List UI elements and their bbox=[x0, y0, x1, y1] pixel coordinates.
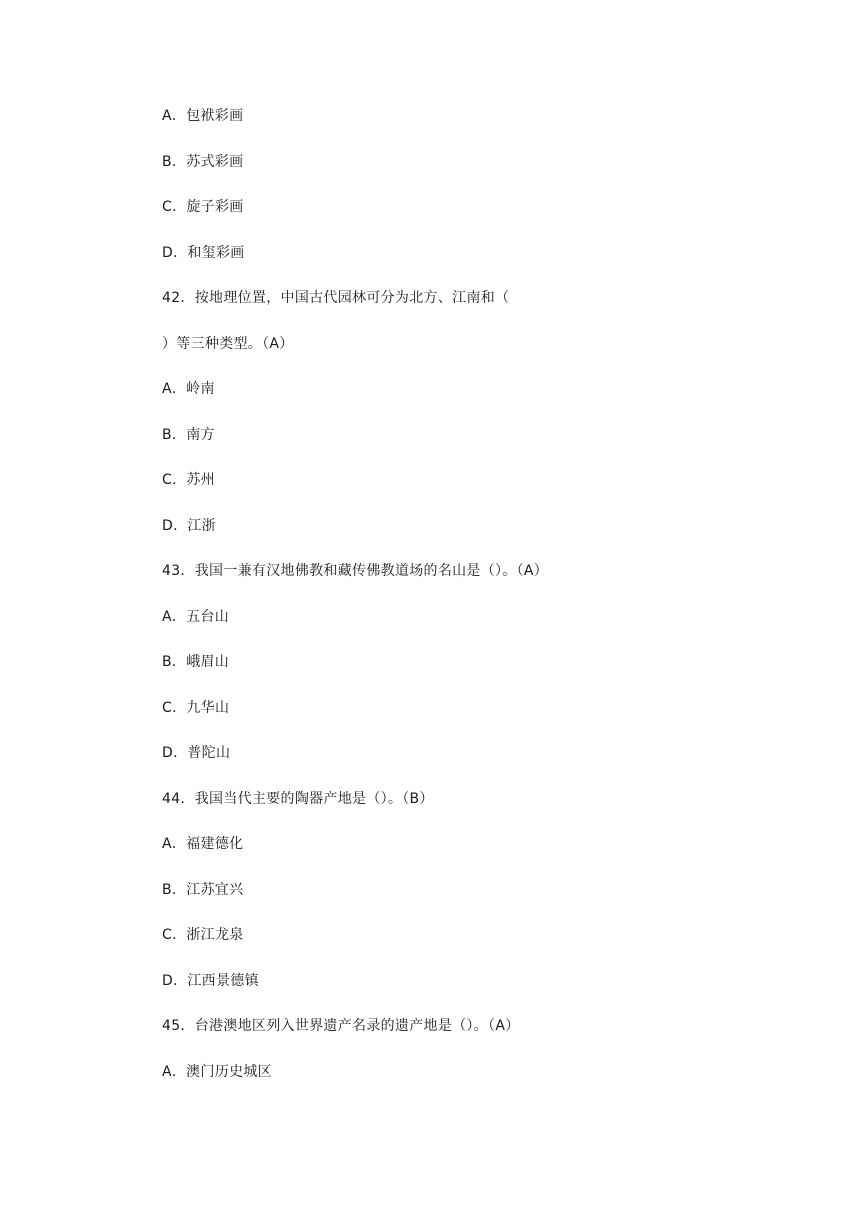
q42-question-continued: ）等三种类型。（A） bbox=[162, 336, 294, 352]
q44-option-b: B．江苏宜兴 bbox=[162, 882, 244, 898]
q43-option-d: D．普陀山 bbox=[162, 745, 231, 761]
q45-question: 45．台港澳地区列入世界遗产名录的遗产地是（）。（A） bbox=[162, 1018, 520, 1034]
q44-option-c: C．浙江龙泉 bbox=[162, 927, 244, 943]
q42-option-b: B．南方 bbox=[162, 427, 215, 443]
q43-question: 43．我国一兼有汉地佛教和藏传佛教道场的名山是（）。（A） bbox=[162, 563, 549, 579]
q41-option-a: A．包袱彩画 bbox=[162, 108, 244, 124]
q41-option-c: C．旋子彩画 bbox=[162, 199, 244, 215]
q41-option-b: B．苏式彩画 bbox=[162, 154, 244, 170]
q41-option-d: D．和玺彩画 bbox=[162, 245, 245, 261]
q43-option-a: A．五台山 bbox=[162, 609, 230, 625]
q42-question: 42．按地理位置，中国古代园林可分为北方、江南和（ bbox=[162, 290, 510, 306]
q44-question: 44．我国当代主要的陶器产地是（）。（B） bbox=[162, 791, 434, 807]
q44-option-a: A．福建德化 bbox=[162, 836, 244, 852]
q45-option-a: A．澳门历史城区 bbox=[162, 1064, 272, 1080]
q43-option-b: B．峨眉山 bbox=[162, 654, 230, 670]
q43-option-c: C．九华山 bbox=[162, 700, 230, 716]
q42-option-a: A．岭南 bbox=[162, 381, 215, 397]
q42-option-d: D．江浙 bbox=[162, 518, 216, 534]
q44-option-d: D．江西景德镇 bbox=[162, 973, 259, 989]
q42-option-c: C．苏州 bbox=[162, 472, 215, 488]
